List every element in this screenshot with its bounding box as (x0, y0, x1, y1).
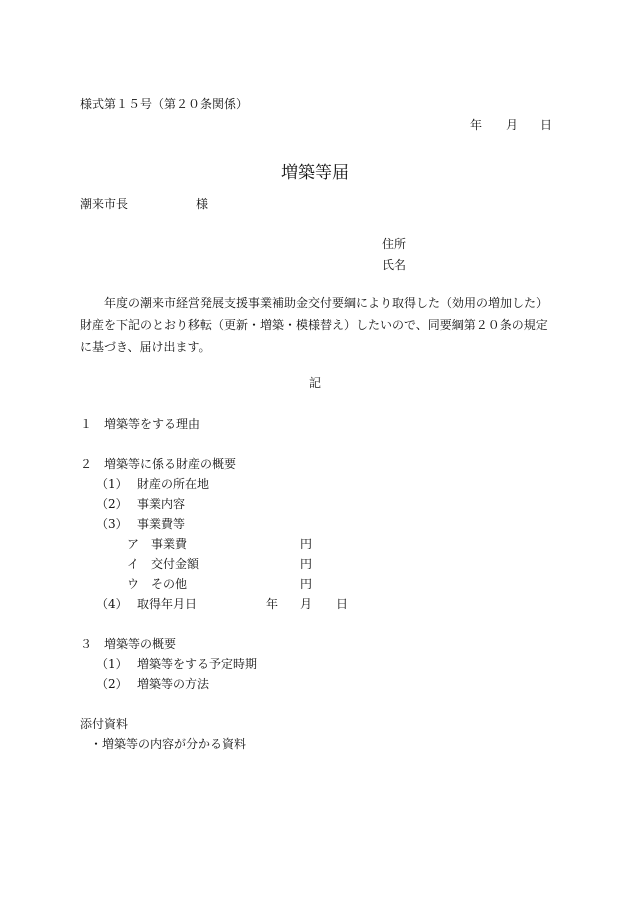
cost-item-a-label: ア 事業費 (127, 537, 188, 551)
section-2-item-2-business: 事業内容 (137, 497, 186, 511)
cost-item-c-label: ウ その他 (127, 577, 188, 591)
acquisition-day-label: 日 (336, 597, 349, 611)
section-2-item-3-number: （3） (96, 517, 128, 531)
document-title: 増築等届 (281, 163, 349, 183)
section-2-item-1-number: （1） (96, 477, 128, 491)
acquisition-year-label: 年 (266, 597, 279, 611)
acquisition-month-label: 月 (300, 597, 313, 611)
section-3-item-1-number: （1） (96, 657, 128, 671)
section-2-property-overview: ２ 増築等に係る財産の概要 (80, 457, 237, 471)
cost-item-b-unit: 円 (300, 557, 313, 571)
section-1-reason: １ 増築等をする理由 (80, 417, 201, 431)
date-day-label: 日 (540, 118, 553, 132)
cost-item-a-unit: 円 (300, 537, 313, 551)
applicant-address-label: 住所 (382, 237, 407, 251)
form-number-label: 様式第１５号（第２０条関係） (80, 97, 249, 111)
addressee-honorific: 様 (196, 197, 209, 211)
addressee-name: 潮来市長 (80, 197, 129, 211)
section-3-item-2-method: 増築等の方法 (137, 677, 210, 691)
section-3-item-2-number: （2） (96, 677, 128, 691)
section-3-item-1-schedule: 増築等をする予定時期 (137, 657, 258, 671)
attachments-heading: 添付資料 (80, 717, 129, 731)
section-2-item-4-number: （4） (96, 597, 128, 611)
attachment-item: ・増築等の内容が分かる資料 (90, 737, 247, 751)
section-2-item-1-location: 財産の所在地 (137, 477, 210, 491)
applicant-name-label: 氏名 (382, 258, 407, 272)
section-2-item-2-number: （2） (96, 497, 128, 511)
cost-item-c-unit: 円 (300, 577, 313, 591)
cost-item-b-label: イ 交付金額 (127, 557, 200, 571)
date-year-label: 年 (470, 118, 483, 132)
ki-heading: 記 (308, 376, 321, 390)
section-2-item-4-acquisition-date: 取得年月日 (137, 597, 198, 611)
body-paragraph: 年度の潮来市経営発展支援事業補助金交付要綱により取得した（効用の増加した）財産を下記のとおり移転（更新・増築・模様替え）したいので、同要綱第２０条の規定に基づき、届け出ます。 (80, 296, 549, 354)
section-3-expansion-overview: ３ 増築等の概要 (80, 637, 177, 651)
date-month-label: 月 (506, 118, 519, 132)
section-2-item-3-costs: 事業費等 (137, 517, 186, 531)
